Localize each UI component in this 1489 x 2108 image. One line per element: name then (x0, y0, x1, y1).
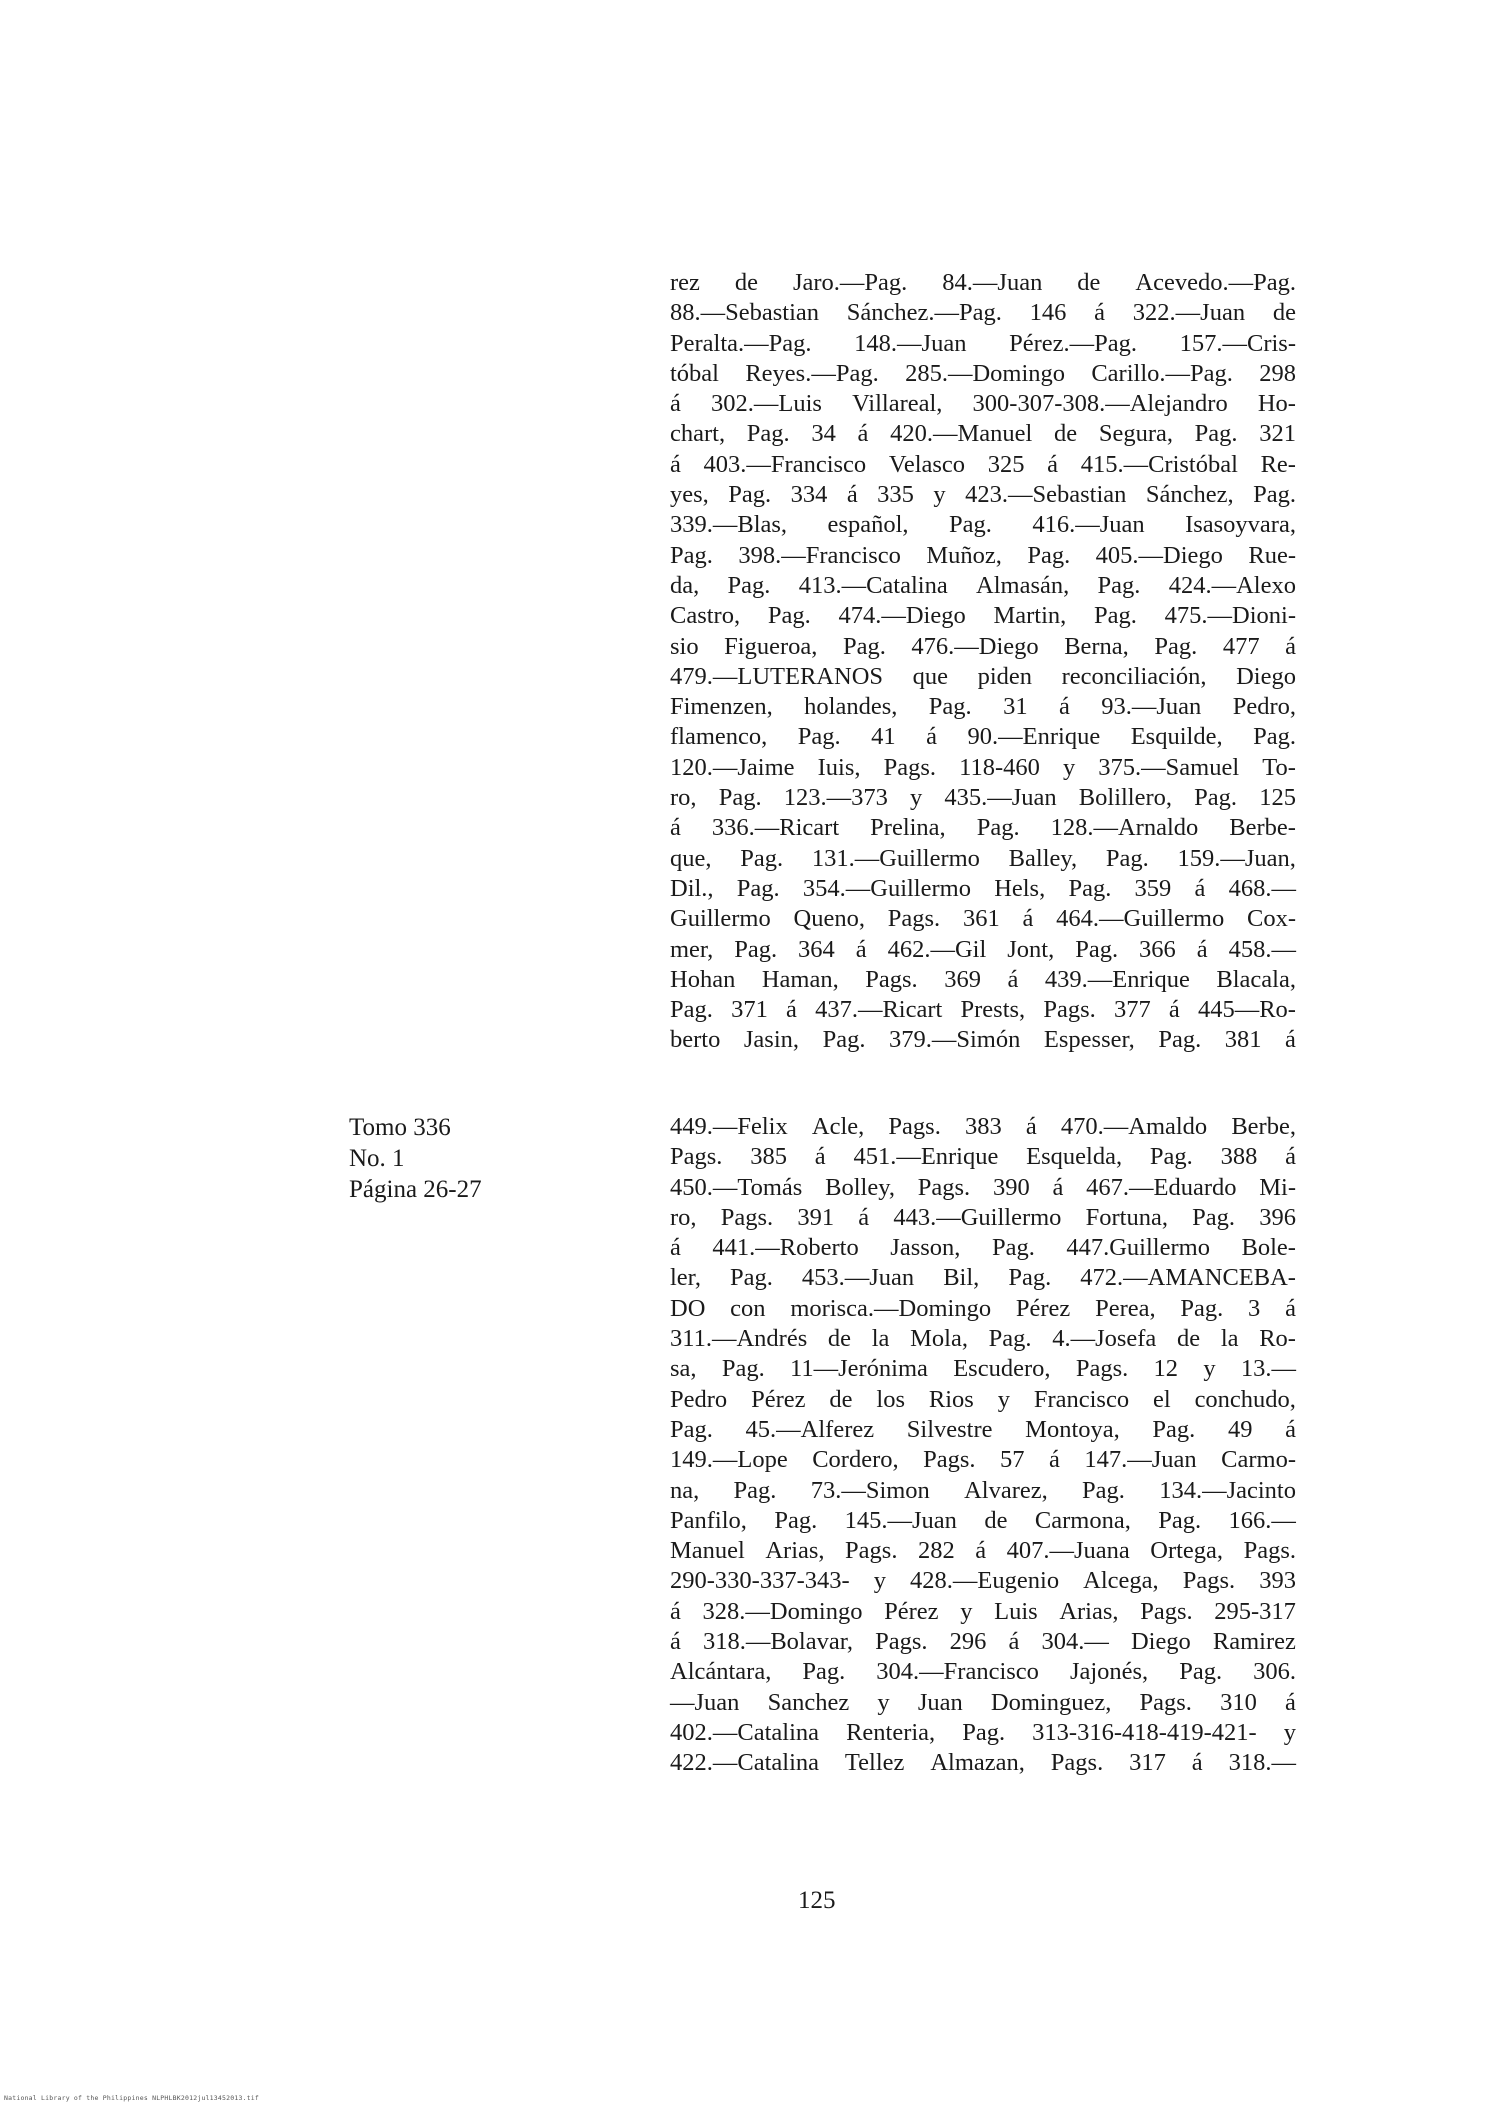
text-line: Dil., Pag. 354.—Guillermo Hels, Pag. 359 á 468.— (670, 874, 1296, 902)
text-line: Pags. 385 á 451.—Enrique Esquelda, Pag. 388 á (670, 1143, 1296, 1171)
text-line: Pag. 398.—Francisco Muñoz, Pag. 405.—Diego Rue- (670, 541, 1296, 569)
text-line: á 403.—Francisco Velasco 325 á 415.—Cristóbal Re- (670, 450, 1296, 478)
text-line: Panfilo, Pag. 145.—Juan de Carmona, Pag. 166.— (670, 1506, 1296, 1534)
text-line: 120.—Jaime Iuis, Pags. 118-460 y 375.—Samuel To- (670, 753, 1296, 781)
text-line: 479.—LUTERANOS que piden reconciliación, Diego (670, 662, 1296, 690)
text-block-1 (670, 268, 1296, 1056)
text-line: á 318.—Bolavar, Pags. 296 á 304.— Diego Ramirez (670, 1628, 1296, 1656)
text-line: ro, Pags. 391 á 443.—Guillermo Fortuna, Pag. 396 (670, 1203, 1296, 1231)
text-line: á 328.—Domingo Pérez y Luis Arias, Pags. 295-317 (670, 1597, 1296, 1625)
library-footer-stamp: National Library of the Philippines NLPHLBK2012jul13452013.tif (4, 2094, 260, 2102)
text-line: —Juan Sanchez y Juan Dominguez, Pags. 310 á (670, 1688, 1296, 1716)
text-line: 422.—Catalina Tellez Almazan, Pags. 317 á 318.— (670, 1749, 1296, 1777)
margin-note-tomo: Tomo 336 (349, 1114, 451, 1141)
text-line: na, Pag. 73.—Simon Alvarez, Pag. 134.—Jacinto (670, 1476, 1296, 1504)
text-line: ro, Pag. 123.—373 y 435.—Juan Bolillero, Pag. 125 (670, 784, 1296, 812)
text-line: Hohan Haman, Pags. 369 á 439.—Enrique Blacala, (670, 965, 1296, 993)
text-line: 290-330-337-343- y 428.—Eugenio Alcega, Pags. 393 (670, 1567, 1296, 1595)
text-line: flamenco, Pag. 41 á 90.—Enrique Esquilde, Pag. (670, 723, 1296, 751)
text-line: tóbal Reyes.—Pag. 285.—Domingo Carillo.—Pag. 298 (670, 359, 1296, 387)
text-line: Peralta.—Pag. 148.—Juan Pérez.—Pag. 157.—Cris- (670, 329, 1296, 357)
text-line: Alcántara, Pag. 304.—Francisco Jajonés, Pag. 306. (670, 1658, 1296, 1686)
text-line: sa, Pag. 11—Jerónima Escudero, Pags. 12 y 13.— (670, 1355, 1296, 1383)
text-line: 311.—Andrés de la Mola, Pag. 4.—Josefa de la Ro- (670, 1325, 1296, 1353)
text-line: 450.—Tomás Bolley, Pags. 390 á 467.—Eduardo Mi- (670, 1173, 1296, 1201)
text-line: Pag. 371 á 437.—Ricart Prests, Pags. 377 á 445—Ro- (670, 996, 1296, 1024)
text-line: Castro, Pag. 474.—Diego Martin, Pag. 475.—Dioni- (670, 602, 1296, 630)
text-line: á 441.—Roberto Jasson, Pag. 447.Guillermo Bole- (670, 1234, 1296, 1262)
text-line: rez de Jaro.—Pag. 84.—Juan de Acevedo.—Pag. (670, 269, 1296, 296)
margin-note-page: Página 26-27 (349, 1176, 482, 1203)
text-block-2 (670, 1112, 1296, 1779)
text-line: á 336.—Ricart Prelina, Pag. 128.—Arnaldo Berbe- (670, 814, 1296, 842)
text-line: ler, Pag. 453.—Juan Bil, Pag. 472.—AMANCEBA- (670, 1264, 1296, 1292)
text-line: chart, Pag. 34 á 420.—Manuel de Segura, Pag. 321 (670, 420, 1296, 448)
text-line: DO con morisca.—Domingo Pérez Perea, Pag. 3 á (670, 1294, 1296, 1322)
text-line: Guillermo Queno, Pags. 361 á 464.—Guillermo Cox- (670, 905, 1296, 933)
text-line: yes, Pag. 334 á 335 y 423.—Sebastian Sánchez, Pag. (670, 481, 1296, 509)
text-line: sio Figueroa, Pag. 476.—Diego Berna, Pag. 477 á (670, 632, 1296, 660)
text-line: mer, Pag. 364 á 462.—Gil Jont, Pag. 366 á 458.— (670, 935, 1296, 963)
text-line: da, Pag. 413.—Catalina Almasán, Pag. 424.—Alexo (670, 571, 1296, 599)
text-line: 449.—Felix Acle, Pags. 383 á 470.—Amaldo Berbe, (670, 1113, 1296, 1140)
text-line: berto Jasin, Pag. 379.—Simón Espesser, Pag. 381 á (670, 1026, 1296, 1054)
text-line: 149.—Lope Cordero, Pags. 57 á 147.—Juan Carmo- (670, 1446, 1296, 1474)
margin-note (349, 1112, 482, 1205)
text-line: Pedro Pérez de los Rios y Francisco el conchudo, (670, 1385, 1296, 1413)
text-line: que, Pag. 131.—Guillermo Balley, Pag. 159.—Juan, (670, 844, 1296, 872)
page-number: 125 (798, 1887, 836, 1914)
text-line: á 302.—Luis Villareal, 300-307-308.—Alejandro Ho- (670, 390, 1296, 418)
margin-note-number: No. 1 (349, 1145, 405, 1172)
text-line: Fimenzen, holandes, Pag. 31 á 93.—Juan Pedro, (670, 693, 1296, 721)
text-line: 339.—Blas, español, Pag. 416.—Juan Isasoyvara, (670, 511, 1296, 539)
text-line: Pag. 45.—Alferez Silvestre Montoya, Pag. 49 á (670, 1415, 1296, 1443)
text-line: 402.—Catalina Renteria, Pag. 313-316-418-419-421- y (670, 1718, 1296, 1746)
text-line: 88.—Sebastian Sánchez.—Pag. 146 á 322.—Juan de (670, 299, 1296, 327)
text-line: Manuel Arias, Pags. 282 á 407.—Juana Ortega, Pags. (670, 1537, 1296, 1565)
